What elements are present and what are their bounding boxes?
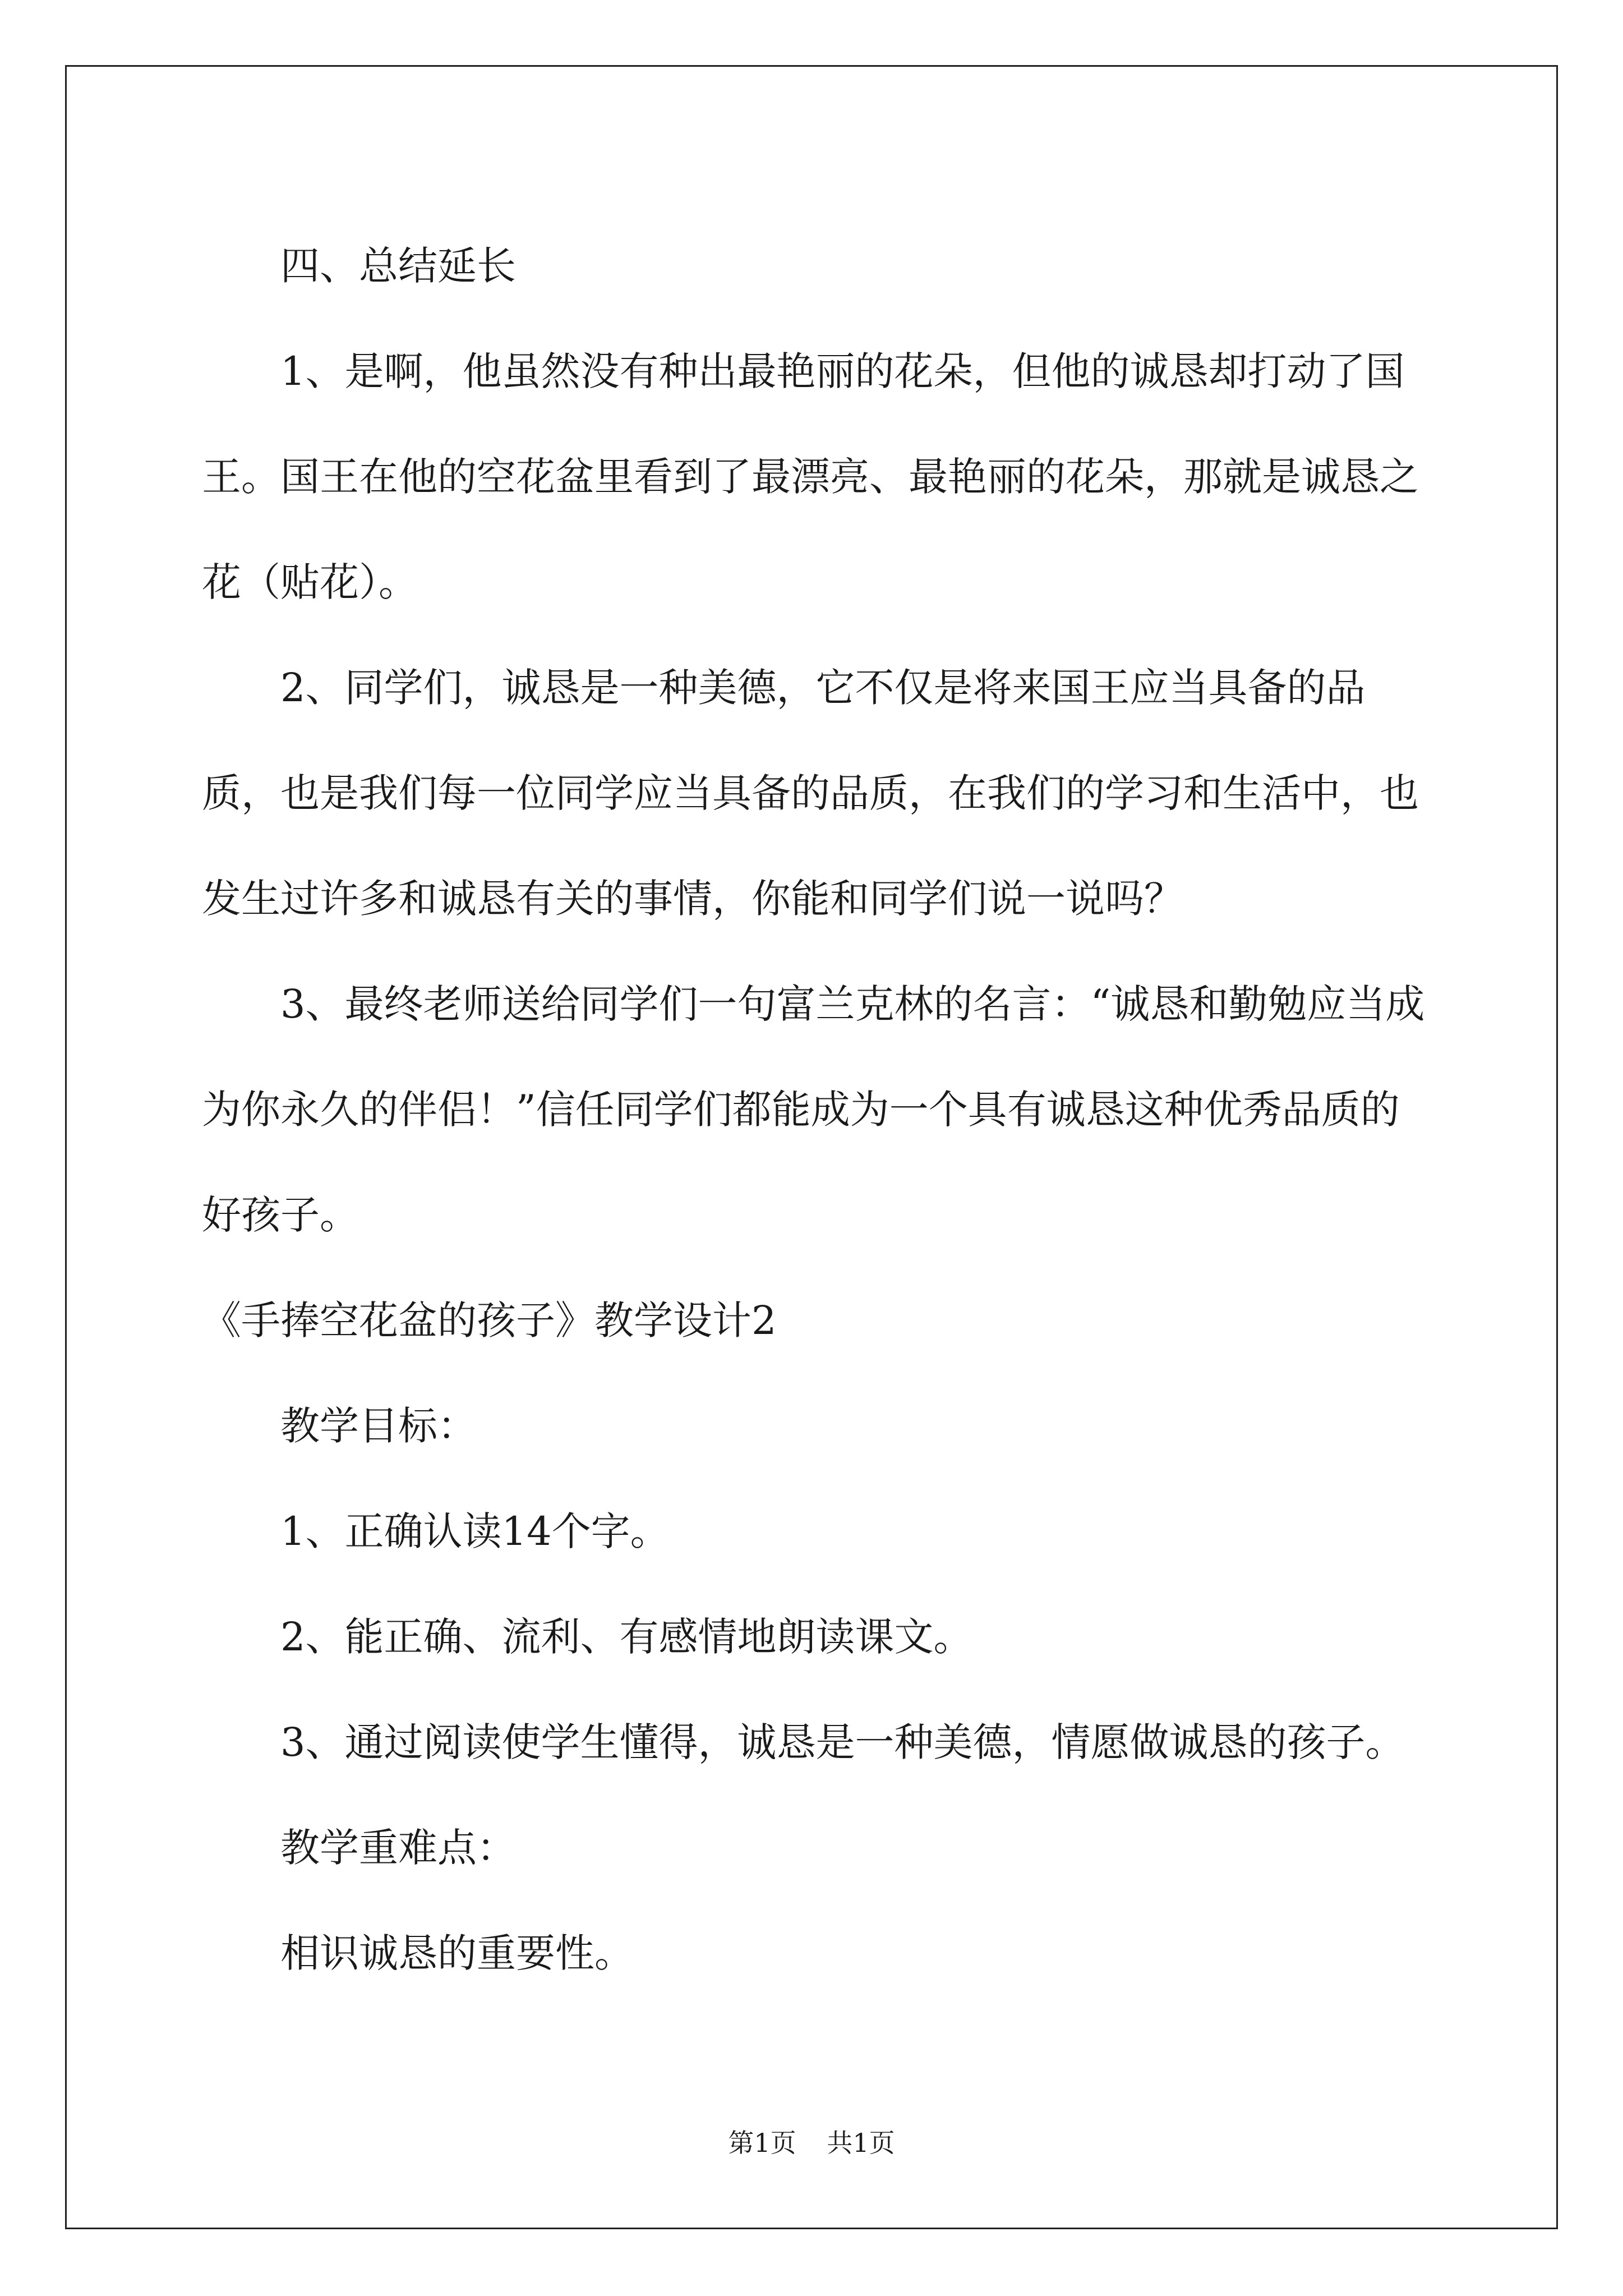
paragraph-heading-summary: 四、总结延长 bbox=[280, 243, 516, 289]
paragraph-3: 3、最终老师送给同学们一句富兰克林的名言：“诚恳和勤勉应当成为你永久的伴侣！”信任同学们都能成为一个具有诚恳这种优秀品质的好孩子。 bbox=[202, 981, 1425, 1238]
goal-1: 1、正确认读14个字。 bbox=[280, 1508, 670, 1554]
paragraph-2: 2、同学们，诚恳是一种美德，它不仅是将来国王应当具备的品质，也是我们每一位同学应当具备的品质，在我们的学习和生活中，也发生过许多和诚恳有关的事情，你能和同学们说一说吗？ bbox=[202, 665, 1419, 922]
key-point-1: 相识诚恳的重要性。 bbox=[280, 1930, 634, 1976]
paragraph-1: 1、是啊，他虽然没有种出最艳丽的花朵，但他的诚恳却打动了国王。国王在他的空花盆里看到了最漂亮、最艳丽的花朵，那就是诚恳之花（贴花）。 bbox=[202, 348, 1419, 605]
goal-2: 2、能正确、流利、有感情地朗读课文。 bbox=[280, 1614, 973, 1660]
page-number-total: 共1页 bbox=[827, 2128, 895, 2158]
section-title: 《手捧空花盆的孩子》教学设计2 bbox=[202, 1297, 777, 1343]
teaching-goals-heading: 教学目标： bbox=[280, 1403, 477, 1449]
page-number-current: 第1页 bbox=[728, 2128, 796, 2158]
goal-3: 3、通过阅读使学生懂得，诚恳是一种美德，情愿做诚恳的孩子。 bbox=[280, 1719, 1405, 1765]
page-footer bbox=[0, 2126, 1623, 2160]
key-points-heading: 教学重难点： bbox=[280, 1825, 516, 1871]
document-body bbox=[202, 213, 1430, 2006]
